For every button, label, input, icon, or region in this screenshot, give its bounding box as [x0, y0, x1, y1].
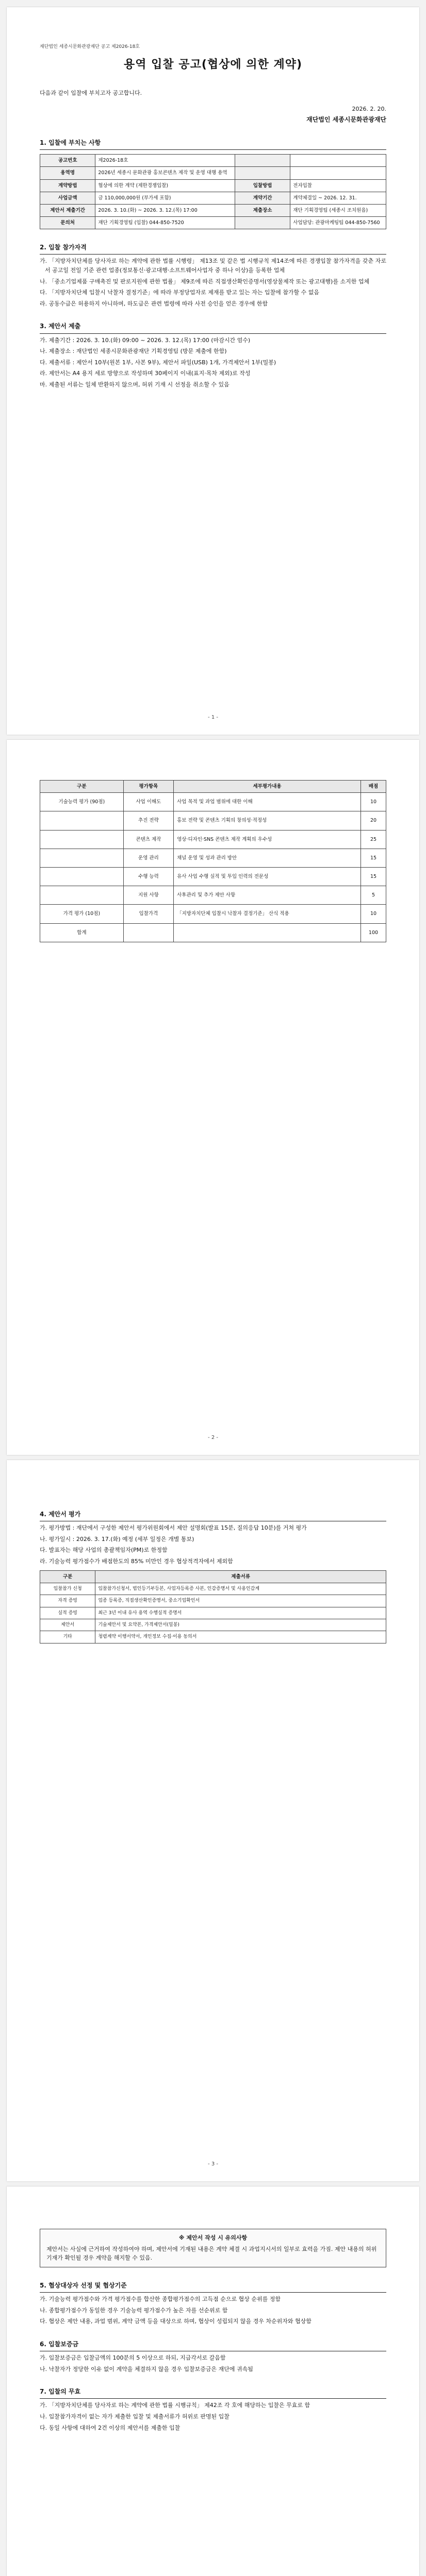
section-heading: 1. 입찰에 부치는 사항 [40, 138, 386, 150]
table-cell: 운영 관리 [123, 849, 173, 867]
table-cell: 기술제안서 및 요약본, 가격제안서(밀봉) [95, 1619, 386, 1631]
table-cell: 청렴계약 이행서약서, 개인정보 수집·이용 동의서 [95, 1631, 386, 1643]
table-header-cell: 배점 [361, 781, 386, 793]
table-cell: 제안서 [40, 1619, 95, 1631]
page-2 [7, 740, 419, 1455]
overview-cell: 문의처 [40, 217, 95, 229]
overview-cell [290, 155, 386, 167]
table-cell: 25 [361, 830, 386, 849]
table-cell: 10 [361, 793, 386, 811]
overview-row [40, 179, 386, 192]
table-header-row [40, 781, 386, 793]
section-heading: 2. 입찰 참가자격 [40, 243, 386, 255]
table-header-cell: 구분 [40, 781, 124, 793]
page-4 [7, 2187, 419, 2576]
section-heading: 4. 제안서 평가 [40, 1510, 386, 1521]
overview-cell: 재단 기획경영팀 (입찰) 044-850-7520 [95, 217, 235, 229]
table-cell [40, 849, 124, 867]
evaluation-table [40, 780, 386, 942]
table-cell [40, 811, 124, 830]
section-heading: 5. 협상대상자 선정 및 협상기준 [40, 2281, 386, 2293]
table-cell: 기술능력 평가 (90점) [40, 793, 124, 811]
table-cell: 최근 3년 이내 유사 용역 수행실적 증명서 [95, 1607, 386, 1619]
table-row [40, 793, 386, 811]
table-row [40, 1595, 386, 1607]
overview-row [40, 192, 386, 204]
list-item: 마. 제출된 서류는 일체 반환하지 않으며, 허위 기재 시 선정을 취소할 수 있음 [40, 381, 230, 388]
list-item: 가. 입찰보증금은 입찰금액의 100분의 5 이상으로 하되, 지급각서로 갈음함 [40, 2354, 226, 2361]
table-cell: 20 [361, 811, 386, 830]
table-cell: 사업 목적 및 과업 범위에 대한 이해 [174, 793, 361, 811]
overview-cell: 제안서 제출기간 [40, 204, 95, 216]
overview-cell: 2026. 3. 10.(화) ~ 2026. 3. 12.(목) 17:00 [95, 204, 235, 216]
list-item: 다. 「지방자치단체 입찰시 낙찰자 결정기준」에 따라 부정당업자로 제재를 받고 있는 자는 입찰에 참가할 수 없음 [40, 289, 319, 296]
submission-list [40, 336, 386, 389]
evaluation-list [40, 1523, 386, 1566]
table-cell: 채널 운영 및 성과 관리 방안 [174, 849, 361, 867]
invalid-list [40, 2401, 386, 2432]
table-cell: 사업 이해도 [123, 793, 173, 811]
table-cell [123, 923, 173, 942]
table-cell: 콘텐츠 제작 [123, 830, 173, 849]
table-cell: 유사 사업 수행 실적 및 투입 인력의 전문성 [174, 867, 361, 886]
table-row [40, 811, 386, 830]
overview-cell [235, 217, 290, 229]
table-cell: 실적 증빙 [40, 1607, 95, 1619]
overview-cell [235, 155, 290, 167]
overview-cell: 용역명 [40, 167, 95, 179]
overview-cell [290, 167, 386, 179]
overview-cell: 제출장소 [235, 204, 290, 216]
table-cell [40, 886, 124, 905]
table-cell: 15 [361, 849, 386, 867]
table-cell: 10 [361, 905, 386, 923]
overview-row [40, 204, 386, 216]
overview-cell: 2026년 세종시 문화관광 홍보콘텐츠 제작 및 운영 대행 용역 [95, 167, 235, 179]
list-item: 가. 「지방자치단체를 당사자로 하는 계약에 관한 법률 시행규칙」 제42조 각 호에 해당하는 입찰은 무효로 함 [40, 2402, 310, 2409]
overview-table [40, 154, 386, 229]
list-item: 다. 협상은 제안 내용, 과업 범위, 계약 금액 등을 대상으로 하며, 협상이 성립되지 않을 경우 차순위자와 협상함 [40, 2318, 312, 2325]
table-cell: 입찰가격 [123, 905, 173, 923]
intro-text: 다음과 같이 입찰에 부치고자 공고합니다. [40, 89, 142, 96]
table-cell: 입찰참가 신청 [40, 1583, 95, 1595]
overview-cell: 사업담당: 관광마케팅팀 044-850-7560 [290, 217, 386, 229]
overview-cell: 협상에 의한 계약 (제한경쟁입찰) [95, 179, 235, 192]
notice-date: 2026. 2. 20. [352, 106, 386, 113]
section-heading: 6. 입찰보증금 [40, 2340, 386, 2351]
table-row [40, 849, 386, 867]
list-item: 나. 종합평가점수가 동일한 경우 기술능력 평가점수가 높은 자를 선순위로 함 [40, 2307, 228, 2314]
table-row [40, 1583, 386, 1595]
list-item: 나. 낙찰자가 정당한 이유 없이 계약을 체결하지 않을 경우 입찰보증금은 재단에 귀속됨 [40, 2365, 253, 2372]
table-header-cell: 구분 [40, 1570, 95, 1583]
overview-cell: 입찰방법 [235, 179, 290, 192]
section-heading: 7. 입찰의 무효 [40, 2387, 386, 2399]
list-item: 다. 발표자는 해당 사업의 총괄책임자(PM)로 한정함 [40, 1547, 168, 1554]
document-title: 용역 입찰 공고(협상에 의한 계약) [123, 58, 303, 72]
table-cell: 「지방자치단체 입찰시 낙찰자 결정기준」 산식 적용 [174, 905, 361, 923]
table-cell: 업종 등록증, 직접생산확인증명서, 중소기업확인서 [95, 1595, 386, 1607]
notice-box-text: 제안서는 사실에 근거하여 작성하여야 하며, 제안서에 기재된 내용은 계약 체결 시 과업지시서의 일부로 효력을 가짐. 제안 내용의 허위 기재가 확인될 경우 계약을 해지할 수 있음. [46, 2245, 377, 2262]
table-row [40, 867, 386, 886]
list-item: 라. 기술능력 평가점수가 배점한도의 85% 미만인 경우 협상적격자에서 제외함 [40, 1557, 233, 1565]
table-cell: 자격 증빙 [40, 1595, 95, 1607]
negotiation-list [40, 2295, 386, 2326]
table-row [40, 923, 386, 942]
table-cell [174, 923, 361, 942]
overview-row [40, 217, 386, 229]
overview-cell: 전자입찰 [290, 179, 386, 192]
table-cell: 100 [361, 923, 386, 942]
page-number: - 2 - [208, 1435, 218, 1440]
page-number: - 3 - [208, 2161, 218, 2167]
table-cell: 가격 평가 (10점) [40, 905, 124, 923]
list-item: 다. 동일 사항에 대하여 2건 이상의 제안서를 제출한 입찰 [40, 2424, 181, 2431]
list-item: 나. 입찰참가자격이 없는 자가 제출한 입찰 및 제출서류가 허위로 판명된 입찰 [40, 2413, 230, 2420]
overview-row [40, 167, 386, 179]
table-row [40, 905, 386, 923]
notice-number: 재단법인 세종시문화관광재단 공고 제2026-18호 [40, 44, 140, 49]
table-cell: 영상·디자인·SNS 콘텐츠 제작 계획의 우수성 [174, 830, 361, 849]
list-item: 나. 「중소기업제품 구매촉진 및 판로지원에 관한 법률」 제9조에 따른 직접생산확인증명서(영상물제작 또는 광고대행)를 소지한 업체 [40, 278, 370, 285]
deposit-list [40, 2353, 386, 2374]
list-item: 가. 평가방법 : 재단에서 구성한 제안서 평가위원회에서 제안 설명회(발표 15분, 질의응답 10분)를 거쳐 평가 [40, 1524, 307, 1532]
table-header-cell: 세부평가내용 [174, 781, 361, 793]
overview-cell: 사업금액 [40, 192, 95, 204]
list-item: 가. 제출기간 : 2026. 3. 10.(화) 09:00 ~ 2026. 3. 12.(목) 17:00 (마감시간 엄수) [40, 336, 251, 344]
page-1 [7, 7, 419, 735]
list-item: 가. 기술능력 평가점수와 가격 평가점수를 합산한 종합평가점수의 고득점 순으로 협상 순위를 정함 [40, 2295, 281, 2302]
submit-docs-table [40, 1570, 386, 1643]
table-cell: 기타 [40, 1631, 95, 1643]
section-heading: 3. 제안서 제출 [40, 321, 386, 333]
overview-cell: 계약방법 [40, 179, 95, 192]
table-row [40, 1631, 386, 1643]
page-number: - 1 - [208, 715, 218, 720]
overview-cell: 공고번호 [40, 155, 95, 167]
table-cell: 합계 [40, 923, 124, 942]
overview-cell: 제2026-18호 [95, 155, 235, 167]
notice-box-title: ※ 제안서 작성 시 유의사항 [178, 2234, 248, 2241]
issuer-name: 재단법인 세종시문화관광재단 [306, 115, 386, 123]
list-item: 라. 제안서는 A4 용지 세로 방향으로 작성하며 30페이지 이내(표지·목차 제외)로 작성 [40, 370, 251, 377]
list-item: 라. 공동수급은 허용하지 아니하며, 하도급은 관련 법령에 따라 사전 승인을 얻은 경우에 한함 [40, 300, 268, 307]
table-header-cell: 제출서류 [95, 1570, 386, 1583]
overview-cell: 계약체결일 ~ 2026. 12. 31. [290, 192, 386, 204]
notice-box [40, 2229, 386, 2267]
table-cell: 입찰참가신청서, 법인등기부등본, 사업자등록증 사본, 인감증명서 및 사용인감계 [95, 1583, 386, 1595]
overview-cell: 금 110,000,000원 (부가세 포함) [95, 192, 235, 204]
table-row [40, 1607, 386, 1619]
table-cell: 5 [361, 886, 386, 905]
table-cell: 15 [361, 867, 386, 886]
list-item: 다. 제출서류 : 제안서 10부(원본 1부, 사본 9부), 제안서 파일(USB) 1개, 가격제안서 1부(밀봉) [40, 359, 276, 366]
table-cell: 홍보 전략 및 콘텐츠 기획의 창의성·적정성 [174, 811, 361, 830]
list-item: 나. 제출장소 : 재단법인 세종시문화관광재단 기획경영팀 (방문 제출에 한함) [40, 348, 227, 355]
table-header-row [40, 1570, 386, 1583]
table-row [40, 886, 386, 905]
eligibility-list [40, 257, 386, 308]
table-header-cell: 평가항목 [123, 781, 173, 793]
overview-cell: 재단 기획경영팀 (세종시 조치원읍) [290, 204, 386, 216]
table-cell: 추진 전략 [123, 811, 173, 830]
list-item: 가. 「지방자치단체를 당사자로 하는 계약에 관한 법률 시행령」 제13조 및 같은 법 시행규칙 제14조에 따른 경쟁입찰 참가자격을 갖춘 자로서 공고일 전일 기준 관련 업종(정보통신·광고대행·소프트웨어사업자 중 하나 이상)을 등록한 업체 [40, 258, 386, 274]
table-row [40, 1619, 386, 1631]
overview-row [40, 155, 386, 167]
table-cell [40, 830, 124, 849]
page-3 [7, 1460, 419, 2181]
list-item: 나. 평가일시 : 2026. 3. 17.(화) 예정 (세부 일정은 개별 통보) [40, 1535, 194, 1543]
overview-cell: 계약기간 [235, 192, 290, 204]
table-row [40, 830, 386, 849]
table-cell: 지원 사항 [123, 886, 173, 905]
table-cell: 사후관리 및 추가 제안 사항 [174, 886, 361, 905]
table-cell [40, 867, 124, 886]
overview-cell [235, 167, 290, 179]
table-cell: 수행 능력 [123, 867, 173, 886]
